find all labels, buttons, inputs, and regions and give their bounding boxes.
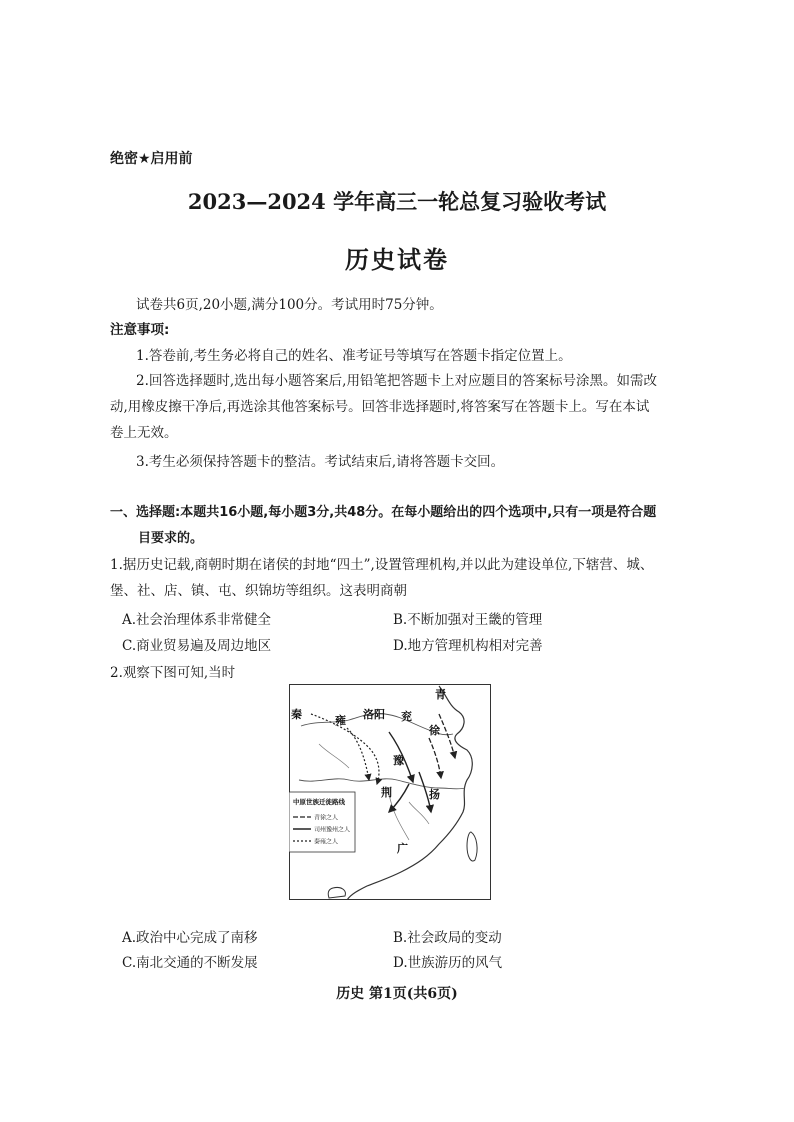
note-item-1: 1.答卷前,考生务必将自己的姓名、准考证号等填写在答题卡指定位置上。	[136, 348, 572, 364]
note-item-2: 2.回答选择题时,选出每小题答案后,用铅笔把答题卡上对应题目的答案标号涂黑。如需改动,用橡皮擦干净后,再选涂其他答案标号。回答非选择题时,将答案写在答题卡上。写在本试卷上无效。	[110, 373, 657, 441]
place-label-yang: 扬	[429, 788, 440, 801]
question-1-stem: 1.据历史记载,商朝时期在诸侯的封地“四土”,设置管理机构,并以此为建设单位,下辖营、城、堡、社、店、镇、屯、织锦坊等组织。这表明商朝	[110, 557, 654, 599]
q1-option-d: D.地方管理机构相对完善	[393, 638, 543, 654]
place-label-qin: 秦	[291, 708, 302, 721]
q1-option-c: C.商业贸易遍及周边地区	[122, 638, 272, 654]
legend-item-sizhou-yuzhou: 司州豫州之人	[314, 826, 351, 834]
legend-title: 中原世族迁徙路线	[293, 798, 345, 806]
page-footer: 历史 第1页(共6页)	[336, 986, 458, 1002]
map-legend	[289, 792, 355, 852]
place-label-guang: 广	[397, 842, 408, 855]
place-label-qing: 青	[435, 688, 446, 701]
place-label-xu: 徐	[429, 724, 440, 737]
q2-option-d: D.世族游历的风气	[393, 955, 503, 971]
section-heading: 一、选择题:本题共16小题,每小题3分,共48分。在每小题给出的四个选项中,只有一项是符合题目要求的。	[110, 505, 657, 546]
place-label-yu: 豫	[393, 754, 404, 767]
place-label-yong: 雍	[335, 714, 346, 727]
q2-option-b: B.社会政局的变动	[393, 930, 502, 946]
q2-option-c: C.南北交通的不断发展	[122, 955, 258, 971]
place-label-yan: 兖	[401, 710, 412, 723]
question-2-stem: 2.观察下图可知,当时	[110, 665, 236, 681]
exam-intro: 试卷共6页,20小题,满分100分。考试用时75分钟。	[136, 297, 443, 313]
place-label-luoyang: 洛阳	[363, 708, 385, 721]
legend-item-qin-yong: 秦雍之人	[314, 838, 339, 846]
note-item-3: 3.考生必须保持答题卡的整洁。考试结束后,请将答题卡交回。	[136, 454, 505, 470]
subject-title: 历史试卷	[345, 245, 449, 274]
notes-heading: 注意事项:	[110, 322, 170, 338]
legend-item-qing-xu: 青徐之人	[314, 814, 339, 822]
confidential-label: 绝密★启用前	[110, 151, 193, 167]
exam-title: 2023—2024 学年高三一轮总复习验收考试	[187, 189, 607, 214]
q1-option-a: A.社会治理体系非常健全	[122, 612, 272, 628]
q2-option-a: A.政治中心完成了南移	[122, 930, 258, 946]
migration-map	[289, 684, 491, 900]
place-label-jing: 荆	[381, 786, 392, 799]
q1-option-b: B.不断加强对王畿的管理	[393, 612, 543, 628]
